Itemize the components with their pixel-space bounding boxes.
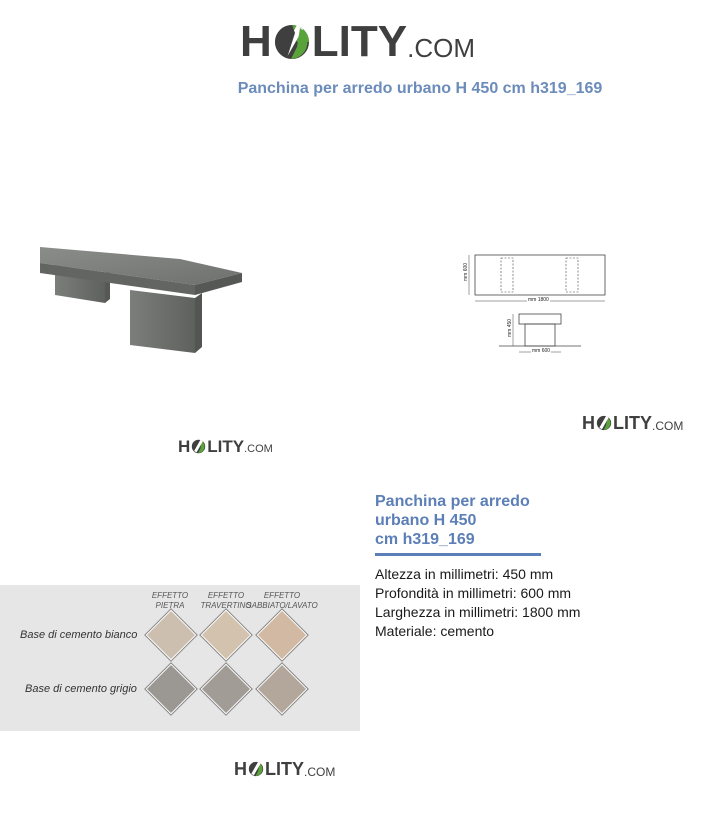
dim-length-label: mm 1800 bbox=[528, 297, 549, 303]
logo-com: .COM bbox=[304, 765, 336, 779]
drawing-logo bbox=[582, 414, 683, 432]
logo-o-icon bbox=[191, 439, 206, 454]
site-logo[interactable] bbox=[240, 17, 475, 66]
row-label-grey-cement: Base di cemento grigio bbox=[25, 683, 137, 695]
finish-swatch-panel bbox=[0, 585, 360, 731]
effect-header-line: EFFETTO bbox=[263, 591, 301, 600]
logo-o-icon bbox=[273, 23, 311, 61]
swatch-white-travertine[interactable] bbox=[201, 610, 252, 661]
dim-height-label: mm 450 bbox=[507, 318, 514, 338]
dim-base-label: mm 600 bbox=[532, 348, 551, 354]
spec-height: Altezza in millimetri: 450 mm bbox=[375, 566, 554, 582]
logo-com: .COM bbox=[652, 419, 684, 433]
effect-header-line: PIETRA bbox=[155, 601, 185, 610]
logo-letters-lity: LITY bbox=[311, 17, 408, 66]
logo-letter-h: H bbox=[178, 437, 191, 456]
effect-header-line: TRAVERTINO bbox=[200, 601, 252, 610]
logo-letter-h: H bbox=[582, 413, 595, 433]
product-title-line: Panchina per arredo bbox=[375, 493, 530, 510]
row-label-white-cement: Base di cemento bianco bbox=[20, 629, 138, 641]
effect-header-line: EFFETTO bbox=[151, 591, 189, 600]
swatch-grey-travertine[interactable] bbox=[201, 664, 252, 715]
spec-depth: Profondità in millimetri: 600 mm bbox=[375, 585, 572, 601]
logo-com: .COM bbox=[244, 443, 273, 455]
logo-letters-lity: LITY bbox=[613, 413, 652, 433]
swatch-white-sandblasted[interactable] bbox=[257, 610, 308, 661]
logo-letter-h: H bbox=[234, 759, 247, 779]
logo-o-icon bbox=[596, 415, 612, 431]
product-title bbox=[375, 492, 555, 549]
product-title-line: cm h319_169 bbox=[375, 531, 475, 548]
dim-depth-label: mm 600 bbox=[463, 262, 470, 282]
page-title: Panchina per arredo urbano H 450 cm h319_169 bbox=[237, 80, 603, 97]
logo-letter-h: H bbox=[240, 17, 272, 66]
logo-o-icon bbox=[248, 761, 264, 777]
product-title-line: urbano H 450 bbox=[375, 512, 477, 529]
title-underline bbox=[375, 553, 541, 556]
logo-letters-lity: LITY bbox=[207, 437, 245, 456]
spec-width: Larghezza in millimetri: 1800 mm bbox=[375, 604, 581, 620]
effect-header-line: EFFETTO bbox=[207, 591, 245, 600]
swatch-grey-stone[interactable] bbox=[146, 664, 197, 715]
swatch-grey-sandblasted[interactable] bbox=[257, 664, 308, 715]
swatch-logo bbox=[234, 760, 335, 778]
logo-com: .COM bbox=[407, 33, 475, 63]
bench-photo bbox=[30, 235, 255, 365]
effect-header-sandblasted bbox=[242, 591, 322, 611]
photo-logo bbox=[178, 438, 273, 455]
technical-drawing bbox=[463, 245, 633, 363]
effect-header-line: SABBIATO/LAVATO bbox=[246, 601, 318, 610]
swatch-white-stone[interactable] bbox=[146, 610, 197, 661]
product-specs bbox=[375, 565, 580, 641]
spec-material: Materiale: cemento bbox=[375, 623, 495, 639]
logo-letters-lity: LITY bbox=[265, 759, 304, 779]
